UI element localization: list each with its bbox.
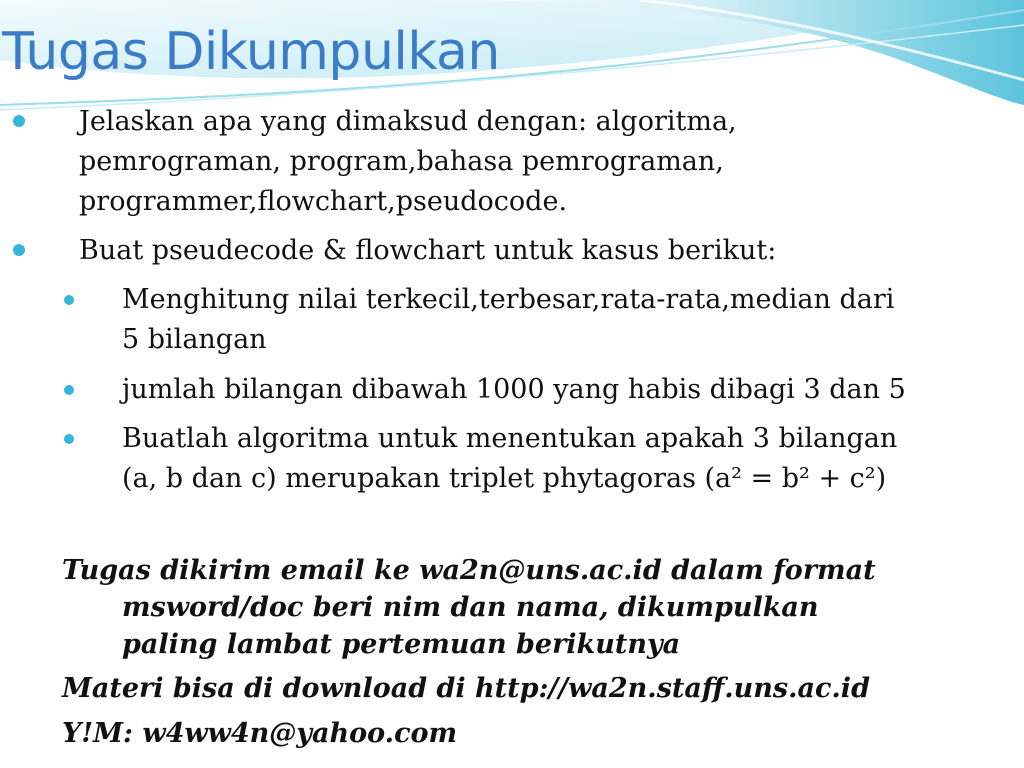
bullet-text: [79, 231, 776, 271]
slide-title: Tugas Dikumpulkan: [2, 22, 500, 82]
download-note: Materi bisa di download di http://wa2n.staff.uns.ac.id: [62, 673, 870, 704]
bullet-text: [79, 102, 737, 222]
submission-note: [62, 552, 876, 663]
sub-bullet-icon: [64, 434, 74, 444]
note-line: msword/doc beri nim dan nama, dikumpulkan: [122, 592, 819, 623]
sub-bullet-text: [122, 280, 894, 360]
ym-contact-note: Y!M: w4ww4n@yahoo.com: [62, 718, 458, 749]
bullet-line: Buatlah algoritma untuk menentukan apakah 3 bilangan: [122, 423, 898, 454]
bullet-line: jumlah bilangan dibawah 1000 yang habis dibagi 3 dan 5: [122, 374, 906, 405]
sub-bullet-text: [122, 370, 906, 410]
bullet-line: Jelaskan apa yang dimaksud dengan: algoritma,: [79, 106, 737, 137]
bullet-line: Menghitung nilai terkecil,terbesar,rata-rata,median dari: [122, 284, 895, 315]
sub-bullet-icon: [64, 295, 74, 305]
bullet-icon: [13, 115, 25, 127]
bullet-line: 5 bilangan: [122, 324, 267, 355]
bullet-line: programmer,flowchart,pseudocode.: [79, 186, 568, 217]
bullet-line: pemrograman, program,bahasa pemrograman,: [79, 146, 724, 177]
sub-bullet-text: [122, 419, 897, 499]
bullet-line: Buat pseudecode & flowchart untuk kasus berikut:: [79, 235, 777, 266]
bullet-icon: [13, 244, 25, 256]
bullet-line: (a, b dan c) merupakan triplet phytagoras (a² = b² + c²): [122, 463, 887, 494]
note-line: Tugas dikirim email ke wa2n@uns.ac.id dalam format: [62, 555, 876, 586]
sub-bullet-icon: [64, 385, 74, 395]
note-line: paling lambat pertemuan berikutnya: [122, 629, 681, 660]
